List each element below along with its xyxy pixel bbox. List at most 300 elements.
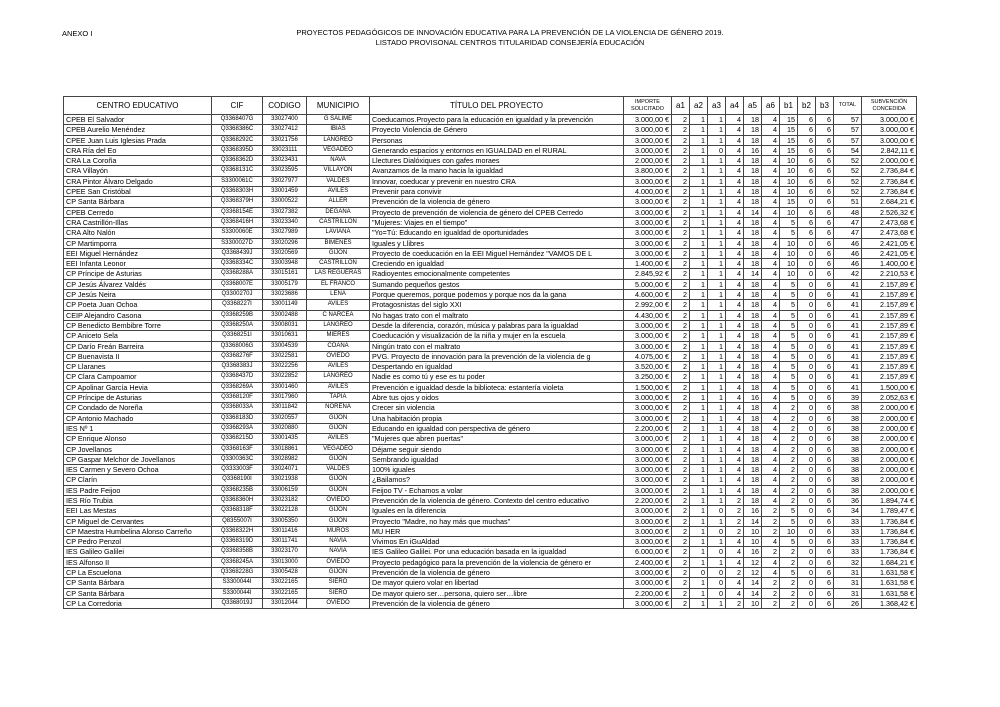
col-importe-line1: IMPORTE xyxy=(635,98,660,105)
cell-subvencion: 1.736,84 € xyxy=(862,547,917,557)
cell-municipio: VEGADEO xyxy=(307,444,370,454)
cell-centro: CPEB Cerredo xyxy=(64,207,212,217)
cell-a4: 2 xyxy=(726,598,744,608)
cell-a2: 1 xyxy=(690,156,708,166)
cell-total: 57 xyxy=(834,135,862,145)
cell-b2: 0 xyxy=(798,290,816,300)
cell-a3: 0 xyxy=(708,506,726,516)
col-importe-line2: SOLICITADO xyxy=(631,105,664,112)
cell-a5: 18 xyxy=(744,290,762,300)
cell-total: 38 xyxy=(834,434,862,444)
cell-a5: 18 xyxy=(744,465,762,475)
cell-subvencion: 2.421,05 € xyxy=(862,248,917,258)
cell-subvencion: 2.000,00 € xyxy=(862,485,917,495)
cell-municipio: COAÑA xyxy=(307,341,370,351)
cell-cif: Q3368019J xyxy=(212,598,263,608)
cell-subvencion: 1.736,84 € xyxy=(862,526,917,536)
cell-b3: 6 xyxy=(816,197,834,207)
table-row xyxy=(64,393,917,403)
cell-b1: 2 xyxy=(780,547,798,557)
cell-b3: 6 xyxy=(816,516,834,526)
cell-titulo: Protagosnistas del siglo XXI xyxy=(370,300,624,310)
cell-a6: 4 xyxy=(762,331,780,341)
cell-a3: 1 xyxy=(708,454,726,464)
cell-a3: 1 xyxy=(708,156,726,166)
cell-importe: 4.600,00 € xyxy=(624,290,672,300)
cell-codigo: 33005350 xyxy=(263,516,307,526)
cell-subvencion: 2.473,68 € xyxy=(862,228,917,238)
cell-a4: 4 xyxy=(726,423,744,433)
cell-b1: 10 xyxy=(780,207,798,217)
cell-b1: 5 xyxy=(780,320,798,330)
cell-a5: 14 xyxy=(744,588,762,598)
cell-a5: 18 xyxy=(744,331,762,341)
cell-a1: 2 xyxy=(672,557,690,567)
cell-b1: 2 xyxy=(780,578,798,588)
cell-importe: 3.000,00 € xyxy=(624,393,672,403)
cell-titulo: Prevención de la violencia de género xyxy=(370,568,624,578)
cell-total: 41 xyxy=(834,300,862,310)
cell-b2: 0 xyxy=(798,269,816,279)
cell-a5: 18 xyxy=(744,341,762,351)
cell-titulo: Prevención de la violencia de género xyxy=(370,598,624,608)
cell-b2: 0 xyxy=(798,444,816,454)
cell-a3: 1 xyxy=(708,403,726,413)
table-row xyxy=(64,176,917,186)
cell-importe: 3.000,00 € xyxy=(624,475,672,485)
cell-a4: 4 xyxy=(726,537,744,547)
cell-total: 52 xyxy=(834,187,862,197)
cell-codigo: 33008031 xyxy=(263,320,307,330)
cell-a3: 1 xyxy=(708,362,726,372)
cell-b3: 6 xyxy=(816,578,834,588)
cell-b1: 5 xyxy=(780,372,798,382)
cell-subvencion: 2.157,89 € xyxy=(862,331,917,341)
cell-subvencion: 2.684,21 € xyxy=(862,197,917,207)
cell-a2: 1 xyxy=(690,393,708,403)
cell-codigo: 33021756 xyxy=(263,135,307,145)
cell-a6: 4 xyxy=(762,341,780,351)
cell-b1: 15 xyxy=(780,115,798,125)
cell-municipio: VILLAYON xyxy=(307,166,370,176)
cell-a4: 4 xyxy=(726,279,744,289)
cell-municipio: DEGAÑA xyxy=(307,207,370,217)
cell-a5: 18 xyxy=(744,423,762,433)
cell-codigo: 33000522 xyxy=(263,197,307,207)
cell-cif: Q3368259B xyxy=(212,310,263,320)
cell-b1: 5 xyxy=(780,362,798,372)
cell-subvencion: 2.000,00 € xyxy=(862,444,917,454)
table-row xyxy=(64,351,917,361)
cell-b2: 6 xyxy=(798,166,816,176)
table-row xyxy=(64,506,917,516)
cell-subvencion: 2.000,00 € xyxy=(862,413,917,423)
cell-a1: 2 xyxy=(672,228,690,238)
cell-centro: CP Clara Campoamor xyxy=(64,372,212,382)
table-row xyxy=(64,217,917,227)
cell-a1: 2 xyxy=(672,526,690,536)
cell-b1: 2 xyxy=(780,403,798,413)
cell-a6: 4 xyxy=(762,465,780,475)
cell-total: 51 xyxy=(834,197,862,207)
cell-cif: Q3368276F xyxy=(212,351,263,361)
title-line-1: PROYECTOS PEDAGÓGICOS DE INNOVACIÓN EDUCATIVA PARA LA PREVENCIÓN DE LA VIOLENCIA DE GÉNERO 2019. xyxy=(296,28,724,37)
cell-b2: 0 xyxy=(798,578,816,588)
cell-cif: Q3368190I xyxy=(212,475,263,485)
cell-a1: 2 xyxy=(672,444,690,454)
cell-a3: 1 xyxy=(708,166,726,176)
cell-a3: 1 xyxy=(708,485,726,495)
cell-total: 33 xyxy=(834,526,862,536)
cell-b3: 6 xyxy=(816,331,834,341)
cell-subvencion: 1.631,58 € xyxy=(862,568,917,578)
cell-codigo: 33001460 xyxy=(263,382,307,392)
cell-centro: CP Benedicto Bembibre Torre xyxy=(64,320,212,330)
cell-total: 41 xyxy=(834,341,862,351)
cell-b1: 5 xyxy=(780,290,798,300)
cell-a5: 12 xyxy=(744,557,762,567)
cell-b1: 5 xyxy=(780,279,798,289)
cell-titulo: Desde la diferencia, corazón, música y palabras para la igualdad xyxy=(370,320,624,330)
cell-a1: 2 xyxy=(672,156,690,166)
cell-total: 31 xyxy=(834,568,862,578)
cell-cif: Q3333003F xyxy=(212,465,263,475)
cell-importe: 1.400,00 € xyxy=(624,259,672,269)
cell-codigo: 33023595 xyxy=(263,166,307,176)
cell-subvencion: 2.842,11 € xyxy=(862,145,917,155)
cell-b1: 10 xyxy=(780,259,798,269)
cell-a4: 4 xyxy=(726,238,744,248)
cell-codigo: 33001149 xyxy=(263,300,307,310)
cell-b2: 0 xyxy=(798,372,816,382)
table-row xyxy=(64,279,917,289)
cell-centro: CP Condado de Noreña xyxy=(64,403,212,413)
cell-importe: 2.200,00 € xyxy=(624,588,672,598)
cell-a3: 1 xyxy=(708,434,726,444)
cell-b1: 10 xyxy=(780,166,798,176)
table-row xyxy=(64,300,917,310)
cell-a3: 1 xyxy=(708,279,726,289)
cell-cif: Q8355007I xyxy=(212,516,263,526)
cell-b2: 6 xyxy=(798,115,816,125)
cell-subvencion: 1.736,84 € xyxy=(862,537,917,547)
cell-b3: 6 xyxy=(816,598,834,608)
cell-total: 54 xyxy=(834,145,862,155)
cell-a5: 14 xyxy=(744,578,762,588)
cell-codigo: 33022581 xyxy=(263,351,307,361)
cell-total: 46 xyxy=(834,248,862,258)
cell-b2: 6 xyxy=(798,187,816,197)
cell-a4: 4 xyxy=(726,217,744,227)
cell-centro: CEIP Alejandro Casona xyxy=(64,310,212,320)
cell-codigo: 33027382 xyxy=(263,207,307,217)
cell-centro: CRA Ría del Eo xyxy=(64,145,212,155)
cell-a3: 1 xyxy=(708,290,726,300)
cell-centro: EEI Las Mestas xyxy=(64,506,212,516)
cell-b2: 0 xyxy=(798,526,816,536)
cell-importe: 3.000,00 € xyxy=(624,248,672,258)
cell-a3: 1 xyxy=(708,495,726,505)
cell-cif: Q3368154E xyxy=(212,207,263,217)
cell-a4: 4 xyxy=(726,187,744,197)
cell-a2: 1 xyxy=(690,413,708,423)
cell-a2: 1 xyxy=(690,598,708,608)
cell-b2: 0 xyxy=(798,279,816,289)
cell-total: 46 xyxy=(834,238,862,248)
cell-a2: 1 xyxy=(690,207,708,217)
cell-municipio: GIJON xyxy=(307,506,370,516)
cell-centro: CRA Alto Nalón xyxy=(64,228,212,238)
col-total: TOTAL xyxy=(834,97,862,115)
cell-b1: 10 xyxy=(780,526,798,536)
cell-a5: 18 xyxy=(744,444,762,454)
cell-a2: 1 xyxy=(690,125,708,135)
cell-total: 46 xyxy=(834,259,862,269)
cell-municipio: LENA xyxy=(307,290,370,300)
cell-a6: 4 xyxy=(762,537,780,547)
cell-a4: 4 xyxy=(726,115,744,125)
cell-cif: Q3368319D xyxy=(212,537,263,547)
cell-b2: 6 xyxy=(798,135,816,145)
cell-a1: 2 xyxy=(672,598,690,608)
cell-b2: 6 xyxy=(798,125,816,135)
cell-b2: 0 xyxy=(798,197,816,207)
cell-importe: 3.000,00 € xyxy=(624,444,672,454)
cell-importe: 3.000,00 € xyxy=(624,176,672,186)
cell-b1: 5 xyxy=(780,516,798,526)
title-line-2: LISTADO PROVISONAL CENTROS TITULARIDAD CONSEJERÍA EDUCACIÓN xyxy=(375,38,645,47)
cell-a1: 2 xyxy=(672,248,690,258)
cell-cif: Q3368006G xyxy=(212,341,263,351)
cell-titulo: Proyecto pedagógico para la prevención de la violencia de género er xyxy=(370,557,624,567)
cell-cif: Q3368395D xyxy=(212,145,263,155)
cell-b2: 6 xyxy=(798,217,816,227)
cell-a6: 4 xyxy=(762,372,780,382)
cell-a4: 4 xyxy=(726,320,744,330)
cell-titulo: Proyecto Violencia de Género xyxy=(370,125,624,135)
col-b3: b3 xyxy=(816,97,834,115)
table-row xyxy=(64,197,917,207)
cell-a1: 2 xyxy=(672,166,690,176)
cell-b1: 5 xyxy=(780,568,798,578)
col-cif: CIF xyxy=(212,97,263,115)
cell-municipio: GIJON xyxy=(307,568,370,578)
cell-titulo: Avanzamos de la mano hacia la igualdad xyxy=(370,166,624,176)
table-row xyxy=(64,341,917,351)
cell-a5: 18 xyxy=(744,382,762,392)
cell-a2: 1 xyxy=(690,362,708,372)
cell-total: 38 xyxy=(834,423,862,433)
cell-a2: 1 xyxy=(690,506,708,516)
cell-b1: 15 xyxy=(780,145,798,155)
cell-a6: 4 xyxy=(762,207,780,217)
cell-total: 41 xyxy=(834,331,862,341)
cell-a6: 4 xyxy=(762,279,780,289)
cell-subvencion: 2.157,89 € xyxy=(862,320,917,330)
cell-centro: CPEE Juan Luis Iglesias Prada xyxy=(64,135,212,145)
cell-a3: 1 xyxy=(708,228,726,238)
cell-importe: 3.000,00 € xyxy=(624,465,672,475)
cell-municipio: AVILES xyxy=(307,382,370,392)
cell-municipio: LAS REGUERAS xyxy=(307,269,370,279)
cell-a6: 2 xyxy=(762,578,780,588)
cell-a6: 4 xyxy=(762,413,780,423)
cell-importe: 4.075,00 € xyxy=(624,351,672,361)
cell-a4: 4 xyxy=(726,403,744,413)
cell-b2: 0 xyxy=(798,320,816,330)
cell-titulo: No hagas trato con el maltrato xyxy=(370,310,624,320)
cell-a3: 0 xyxy=(708,568,726,578)
cell-a6: 4 xyxy=(762,403,780,413)
cell-a6: 4 xyxy=(762,269,780,279)
cell-importe: 2.000,00 € xyxy=(624,156,672,166)
cell-a5: 18 xyxy=(744,176,762,186)
cell-a6: 4 xyxy=(762,382,780,392)
cell-b2: 0 xyxy=(798,362,816,372)
cell-titulo: Despertando en igualdad xyxy=(370,362,624,372)
cell-a5: 18 xyxy=(744,434,762,444)
cell-titulo: Sumando pequeños gestos xyxy=(370,279,624,289)
cell-b3: 6 xyxy=(816,506,834,516)
cell-a3: 0 xyxy=(708,547,726,557)
cell-centro: CRA Castrillón-Illas xyxy=(64,217,212,227)
cell-b2: 0 xyxy=(798,382,816,392)
cell-titulo: Proyecto "Madre, no hay más que muchas" xyxy=(370,516,624,526)
cell-municipio: VALDES xyxy=(307,176,370,186)
cell-importe: 3.520,00 € xyxy=(624,362,672,372)
cell-b3: 6 xyxy=(816,290,834,300)
cell-municipio: AVILES xyxy=(307,187,370,197)
cell-a3: 1 xyxy=(708,320,726,330)
cell-centro: CP Apolinar García Hevia xyxy=(64,382,212,392)
cell-b1: 5 xyxy=(780,382,798,392)
cell-total: 38 xyxy=(834,465,862,475)
cell-a5: 18 xyxy=(744,217,762,227)
cell-codigo: 33018861 xyxy=(263,444,307,454)
cell-b3: 6 xyxy=(816,187,834,197)
cell-b1: 10 xyxy=(780,248,798,258)
cell-a5: 12 xyxy=(744,568,762,578)
cell-municipio: EL FRANCO xyxy=(307,279,370,289)
cell-a2: 1 xyxy=(690,547,708,557)
cell-a3: 1 xyxy=(708,135,726,145)
cell-centro: CP Miguel de Cervantes xyxy=(64,516,212,526)
cell-a1: 2 xyxy=(672,310,690,320)
cell-subvencion: 2.157,89 € xyxy=(862,290,917,300)
cell-a4: 2 xyxy=(726,516,744,526)
cell-b2: 0 xyxy=(798,341,816,351)
cell-subvencion: 2.157,89 € xyxy=(862,341,917,351)
cell-total: 39 xyxy=(834,393,862,403)
cell-b1: 5 xyxy=(780,537,798,547)
cell-a6: 4 xyxy=(762,217,780,227)
cell-municipio: NAVA xyxy=(307,156,370,166)
cell-centro: CRA Villayón xyxy=(64,166,212,176)
cell-a2: 1 xyxy=(690,217,708,227)
cell-cif: Q3368292C xyxy=(212,135,263,145)
cell-importe: 3.000,00 € xyxy=(624,578,672,588)
cell-a2: 1 xyxy=(690,115,708,125)
table-row xyxy=(64,166,917,176)
cell-total: 41 xyxy=(834,382,862,392)
cell-a2: 1 xyxy=(690,495,708,505)
cell-a4: 4 xyxy=(726,454,744,464)
cell-a4: 4 xyxy=(726,125,744,135)
cell-a2: 1 xyxy=(690,259,708,269)
cell-a1: 2 xyxy=(672,207,690,217)
cell-subvencion: 2.157,89 € xyxy=(862,300,917,310)
cell-codigo: 33013000 xyxy=(263,557,307,567)
cell-a1: 2 xyxy=(672,495,690,505)
cell-a1: 2 xyxy=(672,372,690,382)
cell-a3: 1 xyxy=(708,341,726,351)
cell-b3: 6 xyxy=(816,526,834,536)
cell-municipio: BIMENES xyxy=(307,238,370,248)
cell-cif: Q3368386C xyxy=(212,125,263,135)
col-a3: a3 xyxy=(708,97,726,115)
table-row xyxy=(64,238,917,248)
cell-b2: 0 xyxy=(798,588,816,598)
cell-a3: 1 xyxy=(708,269,726,279)
cell-titulo: Iguales y Llibres xyxy=(370,238,624,248)
table-row xyxy=(64,578,917,588)
cell-importe: 4.000,00 € xyxy=(624,187,672,197)
cell-cif: S3300060E xyxy=(212,228,263,238)
cell-b2: 0 xyxy=(798,537,816,547)
cell-municipio: MIERES xyxy=(307,331,370,341)
cell-b2: 6 xyxy=(798,228,816,238)
cell-centro: CP Jovellanos xyxy=(64,444,212,454)
cell-total: 47 xyxy=(834,217,862,227)
cell-b3: 6 xyxy=(816,568,834,578)
cell-b3: 6 xyxy=(816,537,834,547)
cell-cif: Q3368362D xyxy=(212,156,263,166)
cell-subvencion: 2.157,89 € xyxy=(862,279,917,289)
cell-b2: 6 xyxy=(798,156,816,166)
table-row xyxy=(64,259,917,269)
cell-importe: 3.000,00 € xyxy=(624,485,672,495)
cell-b3: 6 xyxy=(816,156,834,166)
cell-importe: 3.000,00 € xyxy=(624,516,672,526)
table-row xyxy=(64,156,917,166)
cell-a5: 18 xyxy=(744,187,762,197)
cell-b2: 0 xyxy=(798,475,816,485)
cell-b3: 6 xyxy=(816,423,834,433)
cell-a4: 4 xyxy=(726,310,744,320)
cell-titulo: Prevención de la violencia de género. Contexto del centro educativo xyxy=(370,495,624,505)
cell-codigo: 33012044 xyxy=(263,598,307,608)
cell-a5: 16 xyxy=(744,547,762,557)
cell-centro: CRA La Coroña xyxy=(64,156,212,166)
cell-importe: 3.000,00 € xyxy=(624,331,672,341)
cell-a2: 1 xyxy=(690,557,708,567)
cell-total: 41 xyxy=(834,320,862,330)
cell-titulo: Personas xyxy=(370,135,624,145)
col-codigo: CODIGO xyxy=(263,97,307,115)
cell-a5: 18 xyxy=(744,279,762,289)
cell-a1: 2 xyxy=(672,217,690,227)
cell-a6: 4 xyxy=(762,444,780,454)
cell-importe: 2.200,00 € xyxy=(624,423,672,433)
cell-codigo: 33027412 xyxy=(263,125,307,135)
cell-titulo: Coeducamos.Proyecto para la educación en igualdad y la prevención xyxy=(370,115,624,125)
cell-importe: 3.000,00 € xyxy=(624,413,672,423)
cell-a5: 18 xyxy=(744,320,762,330)
cell-subvencion: 2.000,00 € xyxy=(862,475,917,485)
cell-titulo: Coeducación y visualización de la niña y mujer en la escuela xyxy=(370,331,624,341)
cell-a3: 1 xyxy=(708,217,726,227)
cell-municipio: AVILES xyxy=(307,362,370,372)
